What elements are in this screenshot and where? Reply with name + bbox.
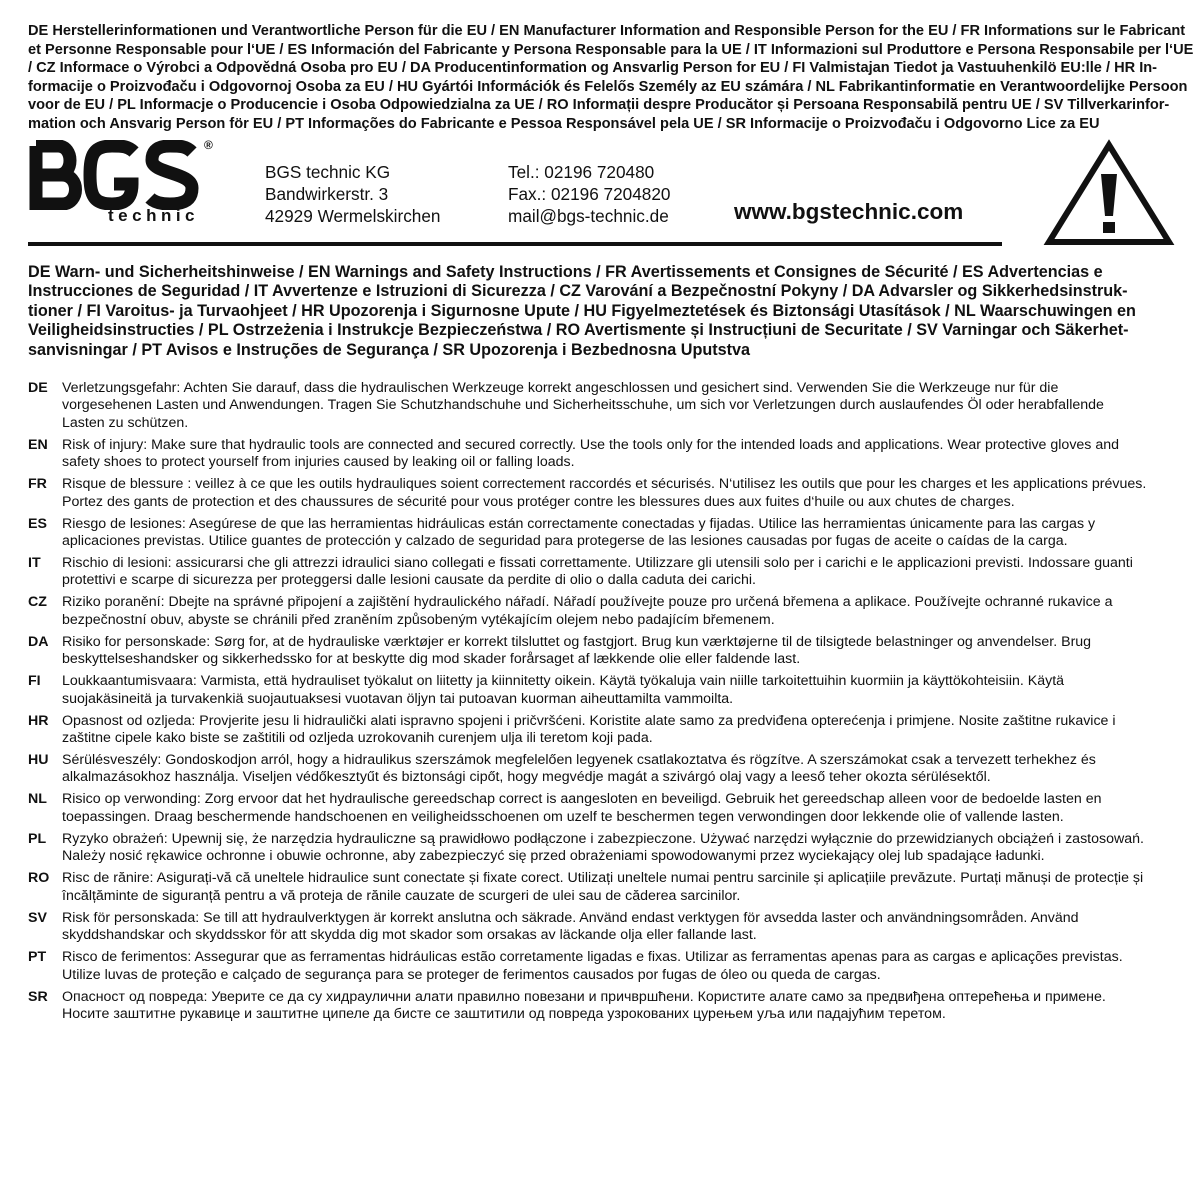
header-divider xyxy=(28,242,1002,246)
company-street: Bandwirkerstr. 3 xyxy=(265,184,389,204)
company-name: BGS technic KG xyxy=(265,162,391,182)
manufacturer-header-line: DE Herstellerinformationen und Verantwortliche Person für die EU / EN Manufacturer Information and Responsible Person for the EU / FR Informations sur le Fabricant xyxy=(28,23,1186,39)
manufacturer-header-line: formacije o Proizvođaču i Odgovornoj Osoba za EU / HU Gyártói Információk és Felelős Személy az EU számára / NL Fabrikantinformatie en Verantwoordelijke Persoon xyxy=(28,78,1188,95)
fax-number: Fax.: 02196 7204820 xyxy=(508,184,671,204)
instruction-text xyxy=(62,476,1178,511)
instruction-line: Rischio di lesioni: assicurarsi che gli attrezzi idraulici siano collegati e fissati correttamente. Utilizzare gli utensili solo per i carichi e le applicazioni previsti. Indossare guanti xyxy=(62,555,1133,572)
manufacturer-header-line: mation och Ansvarig Person för EU / PT Informações do Fabricante e Pessoa Responsável pela UE / SR Informacije o Proizvođaču i Odgovorno Lice za EU xyxy=(28,115,1100,132)
company-contact xyxy=(508,161,670,227)
instruction-line: aplicaciones previstas. Utilice guantes de protección y calzado de seguridad para protegerse de las lesiones causadas por fugas de aceite o caídas de la carga. xyxy=(62,533,1068,550)
warnings-title xyxy=(28,263,1178,360)
email-address[interactable]: mail@bgs-technic.de xyxy=(508,206,669,226)
instruction-text xyxy=(62,949,1178,984)
language-entry-nl xyxy=(28,791,1178,826)
instruction-text xyxy=(62,791,1178,826)
language-code: CZ xyxy=(28,594,47,611)
language-code: ES xyxy=(28,515,47,532)
logo-subtitle: technic xyxy=(108,206,200,225)
instruction-line: protettivi e scarpe di sicurezza per proteggersi dalle lesioni causate da perdite di olio o dalla caduta dei carichi. xyxy=(62,572,757,589)
language-code: RO xyxy=(28,870,50,887)
language-entry-cz xyxy=(28,594,1178,629)
language-code: DE xyxy=(28,380,48,396)
instruction-text xyxy=(62,752,1178,787)
manufacturer-header-line: et Personne Responsable pour l‘UE / ES Información del Fabricante y Persona Responsable para la UE / IT Informazioni sul Produttore e Persona Responsabile per l‘UE xyxy=(28,41,1194,58)
instruction-text xyxy=(62,555,1178,590)
language-entry-en xyxy=(28,437,1178,472)
instruction-text xyxy=(62,831,1178,866)
language-entry-sr xyxy=(28,989,1178,1024)
language-code: PL xyxy=(28,830,47,847)
language-entry-it xyxy=(28,555,1178,590)
instruction-line: Risc de rănire: Asigurați-vă că uneltele hidraulice sunt conectate și fixate corect. Utilizați uneltele numai pentru sarcinile și aplicațiile prevăzute. Purtați mănuși de protecție și xyxy=(62,870,1144,887)
instruction-text xyxy=(62,594,1178,629)
instruction-line: zaštitne cipele kako biste se zaštitili od ozljeda uzrokovanih curenjem ulja ili teretom koji pada. xyxy=(62,730,653,747)
language-entry-pl xyxy=(28,831,1178,866)
instruction-line: Sérülésveszély: Gondoskodjon arról, hogy a hidraulikus szerszámok megfelelően legyenek csatlakoztatva és rögzítve. A szerszámokat csak a tervezett terhekhez és xyxy=(62,752,1096,769)
language-code: DA xyxy=(28,633,49,650)
instruction-line: Risico op verwonding: Zorg ervoor dat het hydraulische gereedschap correct is aangesloten en beveiligd. Gebruik het gereedschap alleen voor de bedoelde lasten en xyxy=(62,791,1102,808)
warnings-title-line: DE Warn- und Sicherheitshinweise / EN Warnings and Safety Instructions / FR Avertissements et Consignes de Sécurité / ES Advertencias e xyxy=(28,263,1103,281)
instruction-line: bezpečnostní obuv, abyste se chránili před zraněním způsobeným vytékajícím olejem nebo padajícím břemenem. xyxy=(62,611,775,628)
warnings-title-line: tioner / FI Varoitus- ja Turvaohjeet / HR Upozorenja i Sigurnosne Upute / HU Figyelmeztetések és Biztonsági Utasítások / NL Waarschuwingen en xyxy=(28,301,1136,320)
language-entry-es xyxy=(28,516,1178,551)
language-code: PT xyxy=(28,949,47,966)
language-entry-de xyxy=(28,380,1178,432)
instruction-line: vorgesehenen Lasten und Anwendungen. Tragen Sie Schutzhandschuhe und Sicherheitsschuhe, um sich vor Verletzungen durch auslaufendes Öl oder herabfallende xyxy=(62,397,1104,414)
instruction-text xyxy=(62,634,1178,669)
instruction-line: beskyttelseshandsker og sikkerhedssko for at beskytte dig mod skader forårsaget af lækkende olie eller faldende last. xyxy=(62,651,801,668)
bgs-technic-logo xyxy=(28,140,224,228)
language-entry-sv xyxy=(28,910,1178,945)
instruction-line: alkalmazásokhoz használja. Viseljen védőkesztyűt és biztonsági cipőt, hogy megvédje magát a szivárgó olaj vagy a leeső teher okozta sérülésektől. xyxy=(62,769,991,786)
instruction-line: Loukkaantumisvaara: Varmista, että hydrauliset työkalut on liitetty ja kiinnitetty oikein. Käytä työkaluja vain niille tarkoitettuihin kuormiin ja käyttökohteisiin. Käytä xyxy=(62,673,1065,690)
language-code: EN xyxy=(28,436,48,453)
instruction-line: Risk of injury: Make sure that hydraulic tools are connected and secured correctly. Use the tools only for the intended loads and applications. Wear protective gloves and xyxy=(62,436,1120,453)
safety-instructions-list xyxy=(28,380,1178,1028)
instruction-line: Riziko poranění: Dbejte na správné připojení a zajištění hydraulického nářadí. Nářadí používejte pouze pro určená břemena a aplikace. Používejte ochranné rukavice a xyxy=(62,594,1113,611)
instruction-line: Należy nosić rękawice ochronne i obuwie ochronne, aby zabezpieczyć się przed obrażeniami spowodowanymi przez wyciekający olej lub spadające ładunki. xyxy=(62,848,1045,865)
instruction-text xyxy=(62,673,1178,708)
instruction-text xyxy=(62,910,1178,945)
instruction-line: Risk för personskada: Se till att hydraulverktygen är korrekt anslutna och säkrade. Använd endast verktygen för avsedda laster och användningsområden. Använd xyxy=(62,909,1079,926)
bgs-logo-mark xyxy=(28,140,200,210)
instruction-line: Risco de ferimentos: Assegurar que as ferramentas hidráulicas estão corretamente ligadas e fixas. Utilizar as ferramentas apenas para as cargas e aplicações previstas. xyxy=(62,949,1123,966)
warnings-title-line: Veiligheidsinstructies / PL Ostrzeżenia i Instrukcje Bezpieczeństwa / RO Avertismente și Instrucțiuni de Securitate / SV Varningar och Säkerhet- xyxy=(28,321,1129,340)
phone-number: Tel.: 02196 720480 xyxy=(508,162,655,182)
instruction-line: toepassingen. Draag beschermende handschoenen en veiligheidsschoenen om uzelf te beschermen tegen verwondingen door lekkende olie of vallende lasten. xyxy=(62,808,1064,825)
instruction-line: Носите заштитне рукавице и заштитне ципеле да бисте се заштитили од повреда узрокованих цурењем уља или падајућим теретом. xyxy=(62,1005,946,1022)
language-code: HR xyxy=(28,712,49,729)
language-code: FR xyxy=(28,476,47,493)
language-code: SR xyxy=(28,988,48,1005)
instruction-text xyxy=(62,989,1178,1024)
manufacturer-header-line: voor de EU / PL Informacje o Producencie i Osoba Odpowiedzialna za UE / RO Informații despre Producător și Persoana Responsabilă pentru UE / SV Tillverkarinfor- xyxy=(28,97,1170,114)
instruction-text xyxy=(62,380,1178,432)
manufacturer-header-line: / CZ Informace o Výrobci a Odpovědná Osoba pro EU / DA Producentinformation og Ansvarlig Person for EU / FI Valmistajan Tiedot ja Vastuuhenkilö EU:lle / HR In- xyxy=(28,60,1158,77)
instruction-line: Verletzungsgefahr: Achten Sie darauf, dass die hydraulischen Werkzeuge korrekt angeschlossen und gesichert sind. Verwenden Sie die Werkzeuge nur für die xyxy=(62,380,1059,396)
company-city: 42929 Wermelskirchen xyxy=(265,206,441,226)
language-entry-pt xyxy=(28,949,1178,984)
instruction-line: Ryzyko obrażeń: Upewnij się, że narzędzia hydrauliczne są prawidłowo podłączone i zabezpieczone. Używać narzędzi wyłącznie do przewidzianych obciążeń i zastosowań. xyxy=(62,830,1144,847)
instruction-line: Utilize luvas de proteção e calçado de segurança para se proteger de ferimentos causados por fugas de óleo ou queda de cargas. xyxy=(62,966,881,983)
instruction-line: Risiko for personskade: Sørg for, at de hydrauliske værktøjer er korrekt tilsluttet og fastgjort. Brug kun værktøjerne til de tilsigtede belastninger og anvendelser. Brug xyxy=(62,633,1092,650)
instruction-line: suojakäsineitä ja turvakenkiä suojautuaksesi vuotavan öljyn tai putoavan kuorman aiheuttamilta vammoilta. xyxy=(62,690,734,707)
instruction-line: Portez des gants de protection et des chaussures de sécurité pour vous protéger contre les blessures dues aux fuites d‘huile ou aux chutes de charges. xyxy=(62,493,1015,510)
instruction-text xyxy=(62,437,1178,472)
language-entry-hr xyxy=(28,713,1178,748)
instruction-line: Opasnost od ozljeda: Provjerite jesu li hidraulički alati ispravno spojeni i pričvršćeni. Koristite alate samo za predviđena opterećenja i primjene. Nosite zaštitne rukavice i xyxy=(62,712,1116,729)
registered-mark: ® xyxy=(204,138,213,152)
language-entry-hu xyxy=(28,752,1178,787)
company-address xyxy=(265,161,440,227)
instruction-line: skyddshandskar och skyddsskor för att skydda dig mot skador som orsakas av läckande olja eller fallande last. xyxy=(62,927,757,944)
website-link[interactable]: www.bgstechnic.com xyxy=(734,199,964,224)
instruction-line: încălțăminte de siguranță pentru a vă proteja de rănile cauzate de scurgeri de ulei sau de căderea sarcinilor. xyxy=(62,887,741,904)
instruction-line: safety shoes to protect yourself from injuries caused by leaking oil or falling loads. xyxy=(62,454,575,471)
instruction-line: Опасност од повреда: Уверите се да су хидраулични алати правилно повезани и причвршћени. Користите алате само за предвиђена оптерећења и примене. xyxy=(62,988,1106,1005)
language-code: FI xyxy=(28,673,41,690)
warnings-title-line: sanvisningar / PT Avisos e Instruções de Segurança / SR Upozorenja i Bezbednosna Uputstva xyxy=(28,340,751,359)
language-code: IT xyxy=(28,555,41,572)
language-code: HU xyxy=(28,752,49,769)
instruction-text xyxy=(62,870,1178,905)
language-entry-da xyxy=(28,634,1178,669)
instruction-line: Riesgo de lesiones: Asegúrese de que las herramientas hidráulicas están correctamente conectadas y fijadas. Utilice las herramientas únicamente para las cargas y xyxy=(62,515,1096,532)
instruction-text xyxy=(62,516,1178,551)
language-entry-fi xyxy=(28,673,1178,708)
manufacturer-info-header xyxy=(28,22,1194,134)
instruction-line: Lasten zu schützen. xyxy=(62,414,189,431)
warnings-title-line: Instrucciones de Seguridad / IT Avvertenze e Istruzioni di Sicurezza / CZ Varování a Bezpečnostní Pokyny / DA Advarsler og Sikkerhedsinstruk- xyxy=(28,282,1128,301)
instruction-line: Risque de blessure : veillez à ce que les outils hydrauliques soient correctement raccordés et sécurisés. N‘utilisez les outils que pour les charges et les applications prévues. xyxy=(62,476,1147,493)
instruction-text xyxy=(62,713,1178,748)
language-code: NL xyxy=(28,791,47,808)
exclamation-warning-triangle-icon xyxy=(1043,138,1175,248)
language-entry-fr xyxy=(28,476,1178,511)
language-code: SV xyxy=(28,909,47,926)
language-entry-ro xyxy=(28,870,1178,905)
